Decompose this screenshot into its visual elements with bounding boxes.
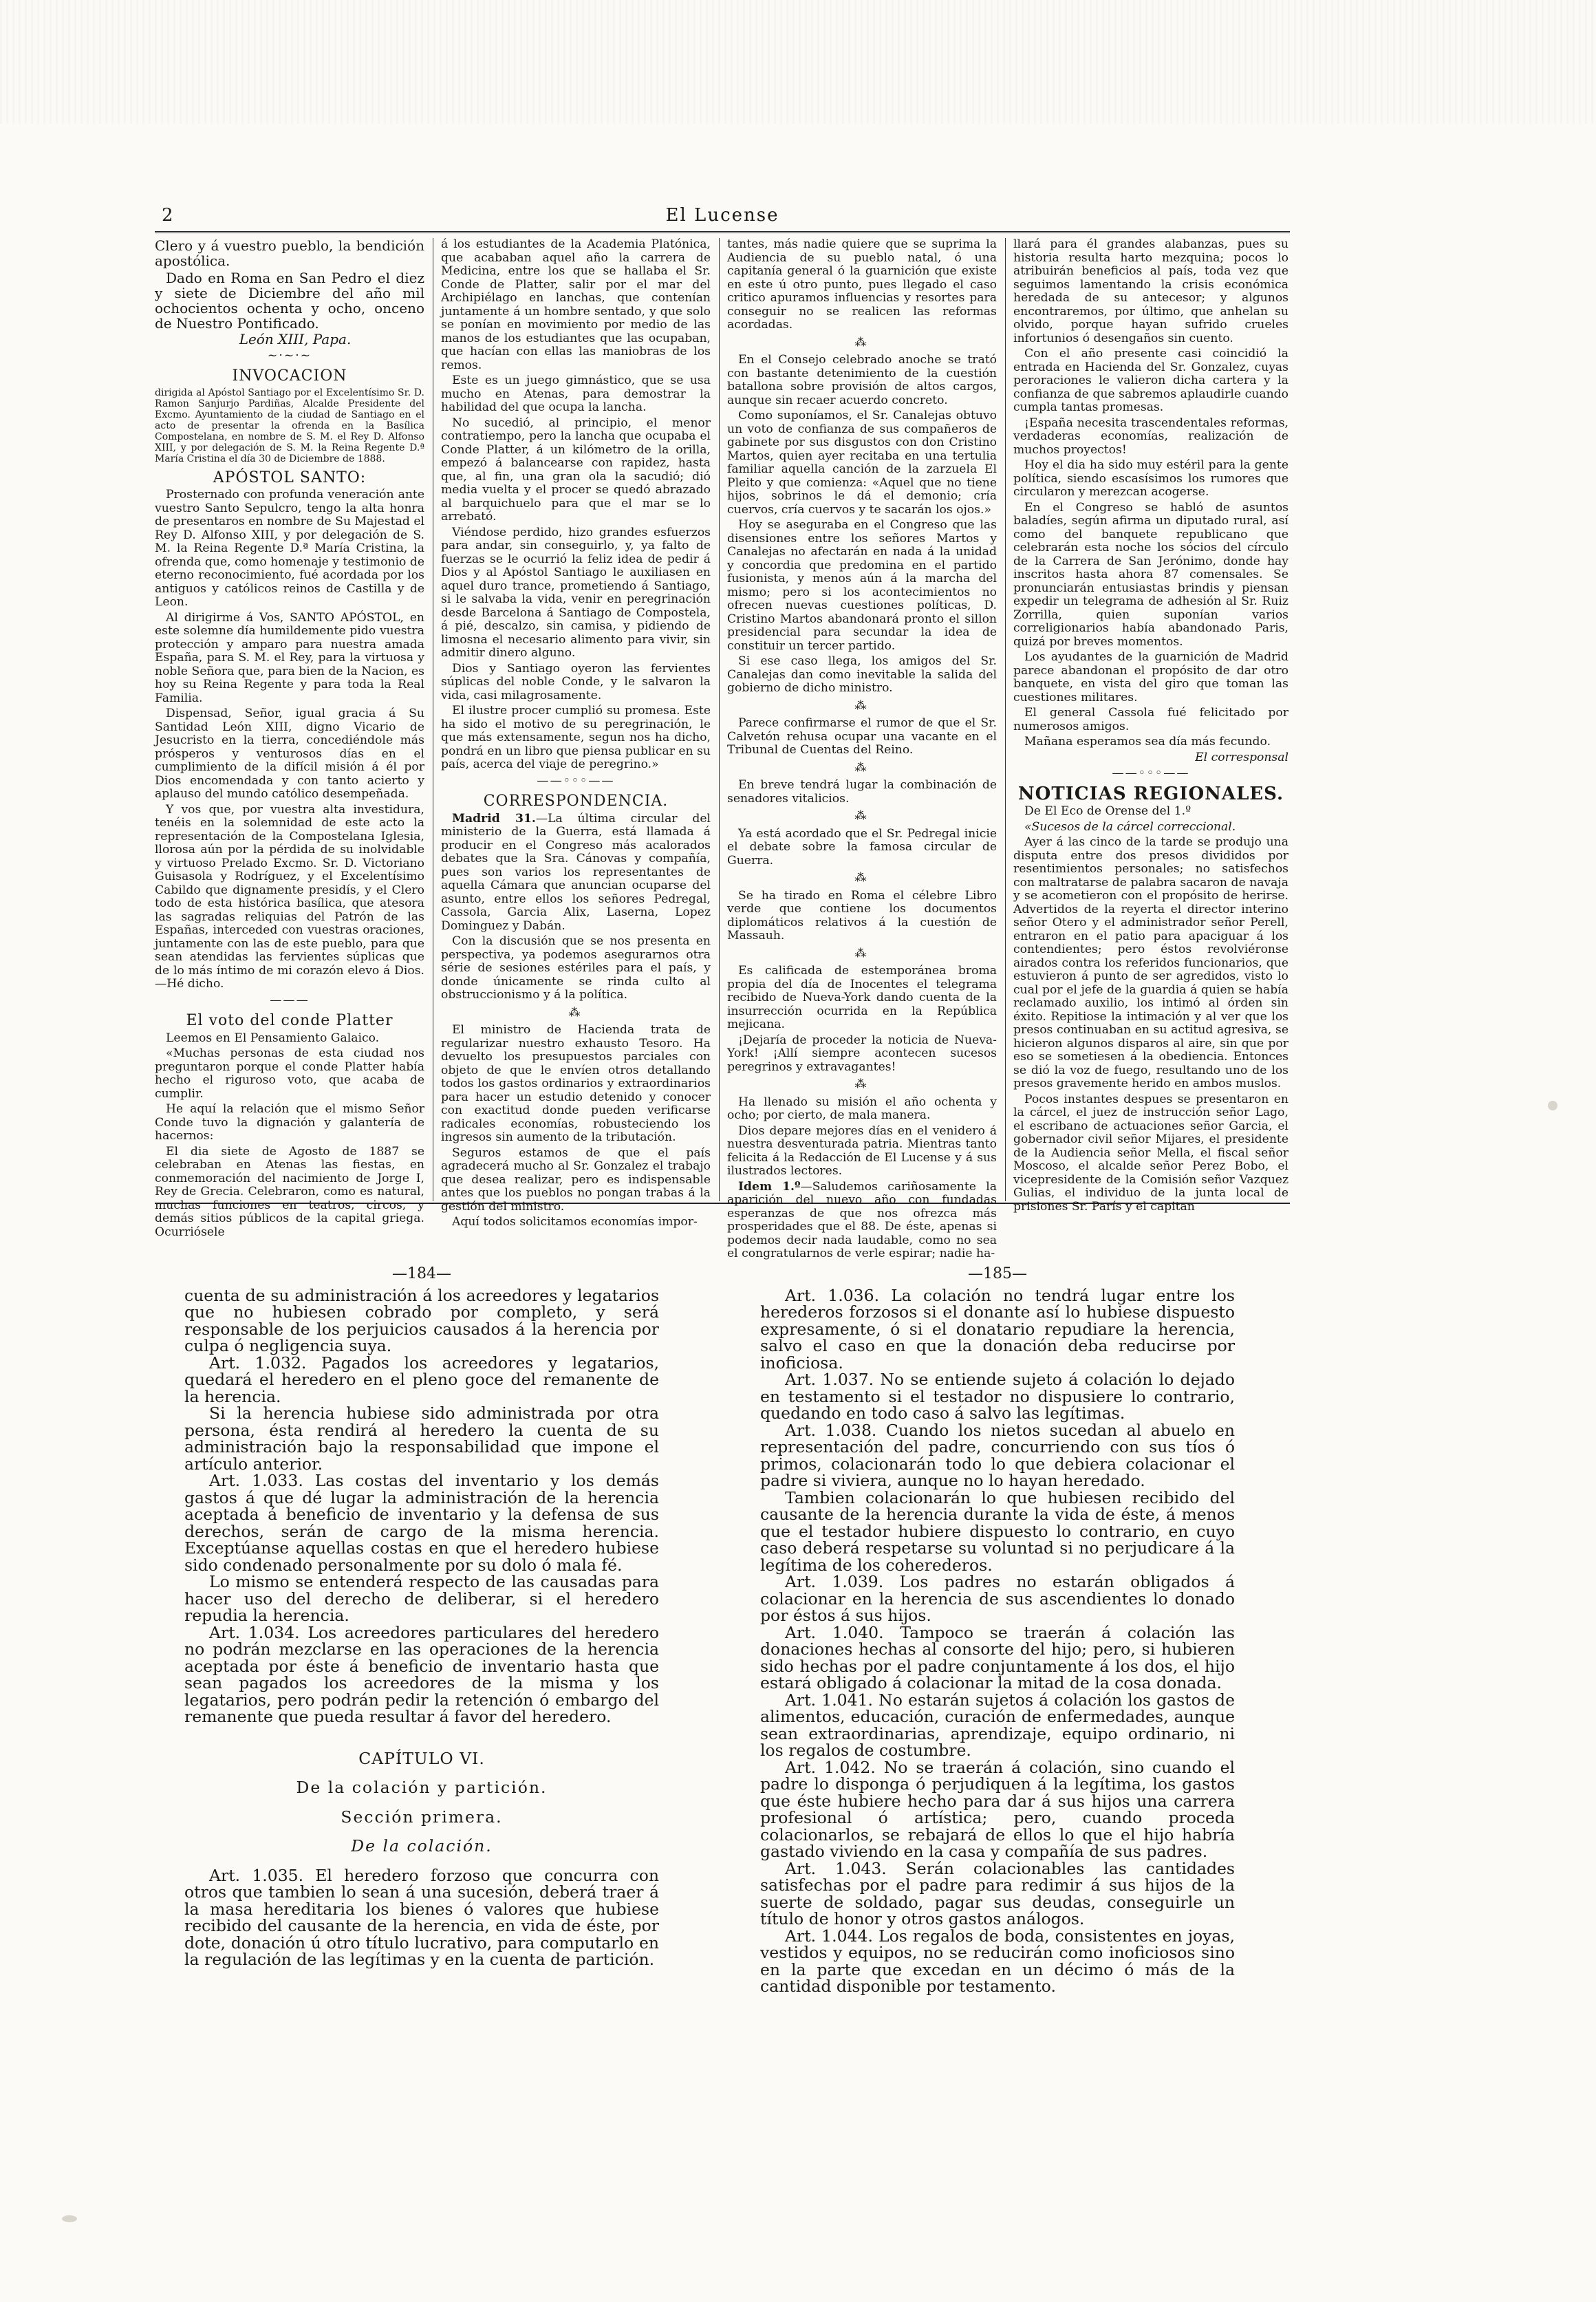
separator-dots: ⁂ — [854, 1077, 870, 1091]
separator-dots: ⁂ — [854, 946, 870, 960]
article-paragraph: Lo mismo se entenderá respecto de las causadas para hacer uso del derecho de deliberar, si el heredero repudia la herencia. — [184, 1572, 659, 1625]
paragraph: El ilustre procer cumplió su promesa. Este ha sido el motivo de su peregrinación, le que más extensamente, segun nos ha dicho, pondrá en un libro que piensa publicar en su país, acerca del viaje de peregrino.» — [441, 704, 711, 771]
paragraph: «Sucesos de la cárcel correccional. — [1024, 819, 1236, 834]
paragraph: Y vos que, por vuestra alta investidura, tenéis en la solemnidad de este acto la representación de la Compostelana Iglesia, llorosa aún por la pérdida de su inolvidable y virtuoso Prelado Excmo. Sr. D. Victoriano Guisasola y Rodríguez, y el Excelentísimo Cabildo que dignamente presidís, y el Clero todo de esta histórica basílica, que atesora las sagradas reliquias del Patrón de las Españas, interceded con vuestras oraciones, juntamente con las de este pueblo, para que sean atendidas las fervientes súplicas que de lo más íntimo de mi corazón elevo á Dios.—Hé dicho. — [155, 802, 424, 991]
separator-dots: ⁂ — [854, 698, 870, 713]
paragraph: Viéndose perdido, hizo grandes esfuerzos para andar, sin conseguirlo, y, ya falto de fuerzas se le ocurrió la feliz idea de pedir á Dios y al Apóstol Santiago le auxiliasen en aquel duro trance, prometiendo á Santiago, si le salvaba la vida, venir en peregrinación desde Barcelona á Santiago de Compostela, á pié, descalzo, sin camisa, y pidiendo de limosna el necesario alimento para vivir, sin admitir dinero alguno. — [441, 525, 711, 660]
paragraph: El dia siete de Agosto de 1887 se celebraban en Atenas las fiestas, en conmemoración del nacimiento de Jorge I, Rey de Grecia. Celebraron, como es natural, muchas funciones en teatros, circos, y demás sitios públicos de la capital griega. Ocurriósele — [155, 1144, 424, 1239]
dateline: Idem 1.º — [738, 1179, 801, 1194]
paragraph: llará para él grandes alabanzas, pues su historia resulta harto mezquina; pocos lo atribuirán beneficios al país, toda vez que seguimos lamentando la crisis económica heredada de su antecesor; y algunos encontraremos, por último, que anhelan su olvido, porque hayan sufrido crueles infortunios ó desengaños sin cuento. — [1013, 237, 1288, 345]
signature: León XIII, Papa. — [239, 331, 352, 347]
heading: CORRESPONDENCIA. — [483, 793, 669, 810]
separator-dots: ⁂ — [854, 809, 870, 823]
article-paragraph: Art. 1.041. No estarán sujetos á colación los gastos de alimentos, educación, curación de enfermedades, aunque sean extraordinarias, aprendizaje, equipo ordinario, ni los regalos de costumbre. — [760, 1690, 1235, 1760]
article-paragraph: Art. 1.037. No se entiende sujeto á colación lo dejado en testamento si el testador no dispusiere lo contrario, quedando en todo caso á salvo las legítimas. — [760, 1370, 1235, 1423]
paragraph: Se ha tirado en Roma el célebre Libro verde que contiene los documentos diplomáticos relativos á la cuestión de Massauh. — [727, 888, 997, 943]
paragraph: Es calificada de estemporánea broma propia del día de Inocentes el telegrama recibido de Nueva-York dando cuenta de la insurrección ocurrida en la República mejicana. — [727, 964, 997, 1031]
paragraph: En el Congreso se habló de asuntos baladíes, según afirma un diputado rural, así como del banquete republicano que celebrarán esta noche los sócios del círculo de la Carrera de San Jerónimo, donde hay inscritos hasta ahora 87 comensales. Se pronunciarán entusiastas brindis y piensan expedir un telegrama de adhesión al Sr. Ruiz Zorrilla, quien suponían varios correligionarios había abandonado Paris, quizá por breves momentos. — [1013, 500, 1288, 649]
page-number: —184— — [392, 1265, 451, 1282]
paragraph-text: —La última circular del ministerio de la Guerra, está llamada á producir en el Congreso más acalorados debates que la Sra. Cánovas y compañía, pues son varios los representantes de aquella Cámara que anuncian ocuparse del asunto, entre ellos los señores Pedregal, Cassola, Garcia Alix, Laserna, Lopez Dominguez y Dabán. — [441, 811, 711, 933]
paragraph: Hoy se aseguraba en el Congreso que las disensiones entre los señores Martos y Canalejas no afectarán en nada á la unidad y concordia que predomina en el partido fusionista, y menos aún á la marcha del mismo; pero si los acontecimientos no ofrecen nuevas cuestiones políticas, D. Cristino Martos abandonará pronto el sillon presidencial para secundar la idea de constituir un tercer partido. — [727, 518, 997, 653]
article-paragraph: Art. 1.036. La colación no tendrá lugar entre los herederos forzosos si el donante así lo hubiese dispuesto expresamente, ó si el donatario repudiare la herencia, salvo el caso en que la donación deba reducirse por inoficiosa. — [760, 1285, 1235, 1373]
paragraph: El ministro de Hacienda trata de regularizar nuestro exhausto Tesoro. Ha devuelto los presupuestos parciales con objeto de que le envíen otros detallando todos los gastos ordinarios y extraordinarios para hacer un estudio detenido y conocer con exactitud donde pueden verificarse radicales economías, robusteciendo los ingresos sin aumento de la tributación. — [441, 1023, 711, 1144]
scan-speck — [62, 2215, 77, 2222]
article-paragraph: Tambien colacionarán lo que hubiesen recibido del causante de la herencia durante la vida de éste, á menos que el testador hubiere dispuesto lo contrario, en cuyo caso deberá respetarse su voluntad si no perjudicare á la legítima de los coherederos. — [760, 1487, 1235, 1575]
section-subtitle: De la colación. — [351, 1836, 493, 1855]
code-page-185 — [760, 1266, 1235, 1995]
paragraph — [441, 813, 711, 934]
heading: INVOCACION — [232, 367, 347, 385]
column-3 — [727, 237, 997, 1260]
newspaper-page — [155, 164, 1290, 1260]
paragraph: He aquí la relación que el mismo Señor Conde tuvo la dignación y galantería de hacernos: — [155, 1102, 424, 1143]
paragraph: Hoy el dia ha sido muy estéril para la gente política, siendo escasísimos los rumores que circularon y merezcan acogerse. — [1013, 458, 1288, 499]
paragraph — [727, 1181, 997, 1261]
masthead: El Lucense — [665, 205, 779, 226]
paragraph: En breve tendrá lugar la combinación de senadores vitalicios. — [727, 778, 997, 806]
paragraph: Este es un juego gimnástico, que se usa mucho en Atenas, para demostrar la habilidad del que ocupa la lancha. — [441, 374, 711, 414]
article-paragraph: Art. 1.039. Los padres no estarán obligados á colacionar en la herencia de sus ascendientes lo donado por éstos á sus hijos. — [760, 1572, 1235, 1625]
paragraph: Dios y Santiago oyeron las fervientes súplicas del noble Conde, y le salvaron la vida, casi milagrosamente. — [441, 661, 711, 702]
column-1 — [155, 237, 424, 1239]
paragraph: Dispensad, Señor, igual gracia á Su Santidad León XIII, digno Vicario de Jesucristo en la tierra, concediéndole más prósperos y venturosos días en el cumplimiento de la difícil misión á él por Dios encomendada y con tanto acierto y aplauso del mundo católico desempeñada. — [155, 707, 424, 801]
paragraph: Prosternado con profunda veneración ante vuestro Santo Sepulcro, tengo la alta honra de presentaros en nombre de Su Majestad el Rey D. Alfonso XIII, y por delegación de S. M. la Reina Regente D.ª María Cristina, la ofrenda que, como homenaje y testimonio de eterno reconocimiento, fué acordada por los antiguos y católicos reinos de Castilla y de Leon. — [155, 488, 424, 609]
article-paragraph: Art. 1.044. Los regalos de boda, consistentes en joyas, vestidos y equipos, no se reducirán como inoficiosos sino en la parte que excedan en un décimo ó más de la cantidad disponible por testamento. — [760, 1926, 1235, 1996]
paragraph: Con la discusión que se nos presenta en perspectiva, ya podemos asegurarnos otra série de sesiones estériles para el país, y donde únicamente se rinda culto al obstruccionismo y á la política. — [441, 934, 711, 1002]
paragraph: Ayer á las cinco de la tarde se produjo una disputa entre dos presos divididos por resentimientos personales; no satisfechos con maltratarse de palabra sacaron de navaja y se acometieron con el propósito de herirse. Advertidos de la reyerta el director interino señor Otero y el administrador señor Perell, entraron en el patio para apaciguar á los contendientes; pero éstos revolviéronse airados contra los referidos funcionarios, que estuvieron á punto de ser agredidos, visto lo cual por el jefe de la guardia á quien se había reclamado auxilio, los intimó al órden sin éxito. Repitiose la intimación y al ver que los presos continuaban en su actitud agresiva, se hicieron algunos disparos al aire, sin que por eso se sometiesen á la obediencia. Entonces se dió la voz de fuego, resultando uno de los presos gravemente herido en ambos muslos. — [1013, 835, 1288, 1090]
paragraph: Ha llenado su misión el año ochenta y ocho; por cierto, de mala manera. — [727, 1095, 997, 1122]
column-rule — [1005, 238, 1006, 1201]
signature: El corresponsal — [1195, 750, 1288, 764]
paragraph: De El Eco de Orense del 1.º — [1024, 804, 1191, 818]
article-paragraph: Art. 1.032. Pagados los acreedores y legatarios, quedará el heredero en el pleno goce del remanente de la herencia. — [184, 1353, 659, 1406]
chapter-subtitle: De la colación y partición. — [296, 1778, 548, 1797]
dateline: Madrid 31. — [452, 811, 536, 826]
article-paragraph: Art. 1.035. El heredero forzoso que concurra con otros que tambien lo sean á una sucesión, deberá traer á la masa hereditaria los bienes ó valores que hubiese recibido del causante de la herencia, en vida de éste, por dote, donación ú otro título lucrativo, para computarlo en la regulación de las legítimas y en la cuenta de partición. — [184, 1865, 659, 1969]
paragraph: Ya está acordado que el Sr. Pedregal inicie el debate sobre la famosa circular de Guerra. — [727, 826, 997, 868]
heading: El voto del conde Platter — [186, 1012, 393, 1029]
article-paragraph: Art. 1.043. Serán colacionables las cantidades satisfechas por el padre para redimir á sus hijos de la suerte de soldado, pagar sus deudas, conseguirle un título de honor y otros gastos análogos. — [760, 1858, 1235, 1928]
paragraph: No sucedió, al principio, el menor contratiempo, pero la lancha que ocupaba el Conde Platter, á un kilómetro de la orilla, empezó á balancearse con rapidez, hasta que, al fin, una gran ola la sacudió; dió media vuelta y el procer se quedó abrazado al barquichuelo para que el mar se lo arrebató. — [441, 416, 711, 524]
ornament: ——— — [270, 993, 310, 1007]
paragraph: El general Cassola fué felicitado por numerosos amigos. — [1013, 706, 1288, 733]
article-paragraph: Art. 1.038. Cuando los nietos sucedan al abuelo en representación del padre, concurriendo con sus tíos ó primos, colacionarán todo lo que debiera colacionar el padre si viviera, aunque no lo hayan heredado. — [760, 1420, 1235, 1490]
scan-noise — [0, 0, 1596, 124]
ornament: ——◦◦◦—— — [1112, 766, 1190, 780]
article-paragraph: Art. 1.034. Los acreedores particulares del heredero no podrán mezclarse en las operaciones de la herencia aceptada por éste á beneficio de inventario hasta que sean pagados los acreedores de la misma y los legatarios, pero podrán pedir la retención ó embargo del remanente que pueda resultar á favor del heredero. — [184, 1622, 659, 1726]
paragraph: Con el año presente casi coincidió la entrada en Hacienda del Sr. Gonzalez, cuyas peroraciones le valieron dicha cartera y la confianza de que sabremos aplaudirle cuando cumpla tantas promesas. — [1013, 347, 1288, 414]
separator-dots: ⁂ — [854, 871, 870, 885]
paragraph: En el Consejo celebrado anoche se trató con bastante detenimiento de la cuestión batallona sobre provisión de altos cargos, aunque sin recaer acuerdo concreto. — [727, 353, 997, 407]
invocation-note: dirigida al Apóstol Santiago por el Excelentísimo Sr. D. Ramon Sanjurjo Pardiñas, Alcalde Presidente del Excmo. Ayuntamiento de la ciudad de Santiago en el acto de presentar la ofrenda en la Basílica Compostelana, en nombre de S. M. el Rey D. Alfonso XIII, y por delegación de S. M. la Reina Regente D.ª María Cristina el día 30 de Diciembre de 1888. — [155, 387, 424, 464]
column-2 — [441, 237, 711, 1229]
paragraph: tantes, más nadie quiere que se suprima la Audiencia de su pueblo natal, ó una capitanía general ó la guarnición que existe en este ú otro punto, pues llegado el caso critico apuramos influencias y resortes para conseguir no se realicen las reformas acordadas. — [727, 237, 997, 332]
code-page-184 — [184, 1266, 659, 1968]
ornament: ——◦◦◦—— — [537, 773, 615, 788]
separator-dots: ⁂ — [568, 1005, 583, 1020]
footer-rule — [155, 1203, 1290, 1204]
paragraph: «Muchas personas de esta ciudad nos preguntaron porque el conde Platter había hecho el riguroso voto, que acaba de cumplir. — [155, 1046, 424, 1101]
paragraph: Mañana esperamos sea día más fecundo. — [1024, 735, 1271, 749]
paragraph: Pocos instantes despues se presentaron en la cárcel, el juez de instrucción señor Lago, el escribano de actuaciones señor Garcia, el gobernador civil señor Mijares, el presidente de la Audiencia señor Mella, el fiscal señor Moscoso, el alcalde señor Perez Bobo, el vicepresidente de la Comisión señor Vazquez Gulias, el individuo de la junta local de prisiones Sr. París y el capitan — [1013, 1092, 1288, 1214]
paragraph: Dios depare mejores días en el venidero á nuestra desventurada patria. Mientras tanto felicita á la Redacción de El Lucense y á sus ilustrados lectores. — [727, 1123, 997, 1178]
article-paragraph: Art. 1.040. Tampoco se traerán á colación las donaciones hechas al consorte del hijo; pero, si hubieren sido hechas por el padre conjuntamente á los dos, el hijo estará obligado á colacionar la mitad de la cosa donada. — [760, 1622, 1235, 1692]
article-paragraph: Art. 1.042. No se traerán á colación, sino cuando el padre lo disponga ó perjudiquen á la legítima, los gastos que éste hubiere hecho para dar á sus hijos una carrera profesional ó artística; pero, cuando proceda colacionarlos, se rebajará de ellos lo que el hijo habría gastado viviendo en la casa y compañía de sus padres. — [760, 1757, 1235, 1861]
article-paragraph: cuenta de su administración á los acreedores y legatarios que no hubiesen cobrado por completo, y será responsable de los perjuicios causados á la herencia por culpa ó negligencia suya. — [184, 1285, 659, 1355]
paragraph: ¡España necesita trascendentales reformas, verdaderas economías, realización de muchos proyectos! — [1013, 416, 1288, 457]
paragraph: Parece confirmarse el rumor de que el Sr. Calvetón rehusa ocupar una vacante en el Tribunal de Cuentas del Reino. — [727, 716, 997, 757]
article-paragraph: Art. 1.033. Las costas del inventario y los demás gastos á que dé lugar la administración de la herencia aceptada á beneficio de inventario y la defensa de sus derechos, serán de cargo de la misma herencia. Exceptúanse aquellas costas en que el heredero hubiese sido condenado personalmente por su dolo ó mala fé. — [184, 1471, 659, 1575]
paragraph: Al dirigirme á Vos, SANTO APÓSTOL, en este solemne día humildemente pido vuestra protección y amparo para nuestra amada España, para S. M. el Rey, para la virtuosa y noble Señora que, para bien de la Nacion, es hoy su Reina Regente y para toda la Real Familia. — [155, 610, 424, 705]
chapter-title: CAPÍTULO VI. — [358, 1748, 485, 1768]
paragraph: Seguros estamos de que el país agradecerá mucho al Sr. Gonzalez el trabajo que desea realizar, pero es indispensable antes que los pueblos no pongan trabas á la gestión del ministro. — [441, 1145, 711, 1214]
paragraph: Como suponíamos, el Sr. Canalejas obtuvo un voto de confianza de sus compañeros de gabinete por sus disgustos con don Cristino Martos, quien ayer recitaba en una tertulia familiar aquella canción de la zarzuela El Pleito y que comienza: «Aquel que no tiene hijos, sobrinos le dá el demonio; cría cuervos, cría cuervos y te sacarán los ojos.» — [727, 409, 997, 517]
paragraph: Aquí todos solicitamos economías impor- — [452, 1215, 698, 1229]
page-number: —185— — [968, 1265, 1027, 1282]
paragraph: Si ese caso llega, los amigos del Sr. Canalejas dan como inevitable la salida del gobierno de dicho ministro. — [727, 654, 997, 695]
page-number: 2 — [162, 205, 173, 226]
paragraph: Clero y á vuestro pueblo, la bendición apostólica. — [155, 237, 424, 269]
paragraph-text: —Saludemos cariñosamente la aparición del nuevo año con fundadas esperanzas de que nos ofrezca más prosperidades que el 88. De éste, apenas si podemos decir nada laudable, como no sea el congratularnos de verle espirar; nadie ha- — [727, 1179, 997, 1260]
paragraph: ¡Dejaría de proceder la noticia de Nueva-York! ¡Allí siempre acontecen sucesos peregrinos y extravagantes! — [727, 1033, 997, 1074]
separator-dots: ⁂ — [854, 760, 870, 775]
article-paragraph: Si la herencia hubiese sido administrada por otra persona, ésta rendirá al heredero la cuenta de su administración bajo la responsabilidad que impone el artículo anterior. — [184, 1403, 659, 1474]
heading: NOTICIAS REGIONALES. — [1017, 783, 1284, 804]
heading: APÓSTOL SANTO: — [213, 469, 367, 486]
paragraph: Dado en Roma en San Pedro el diez y siete de Diciembre del año mil ochocientos ochenta y ocho, onceno de Nuestro Pontificado. — [155, 270, 424, 332]
paragraph: Leemos en El Pensamiento Galaico. — [166, 1031, 380, 1045]
column-4 — [1013, 237, 1288, 1214]
separator-dots: ⁂ — [854, 335, 870, 349]
ornament: ~·~·~ — [267, 348, 312, 363]
column-rule — [719, 238, 720, 1201]
paragraph: á los estudiantes de la Academia Platónica, que acababan aquel año la carrera de Medicina, entre los que se hallaba el Sr. Conde de Platter, salir por el mar del Archipiélago en lanchas, que contenían juntamente á un hombre sentado, y que solo se ponían en movimiento por medio de las manos de los estudiantes que las ocupaban, que hacían con ellas las maniobras de los remos. — [441, 237, 711, 372]
paragraph: Los ayudantes de la guarnición de Madrid parece abandonan el propósito de dar otro banquete, en vista del giro que toman las cuestiones militares. — [1013, 650, 1288, 704]
section-title: Sección primera. — [341, 1807, 503, 1827]
header-rule — [155, 231, 1290, 233]
scan-speck — [1548, 1101, 1557, 1110]
